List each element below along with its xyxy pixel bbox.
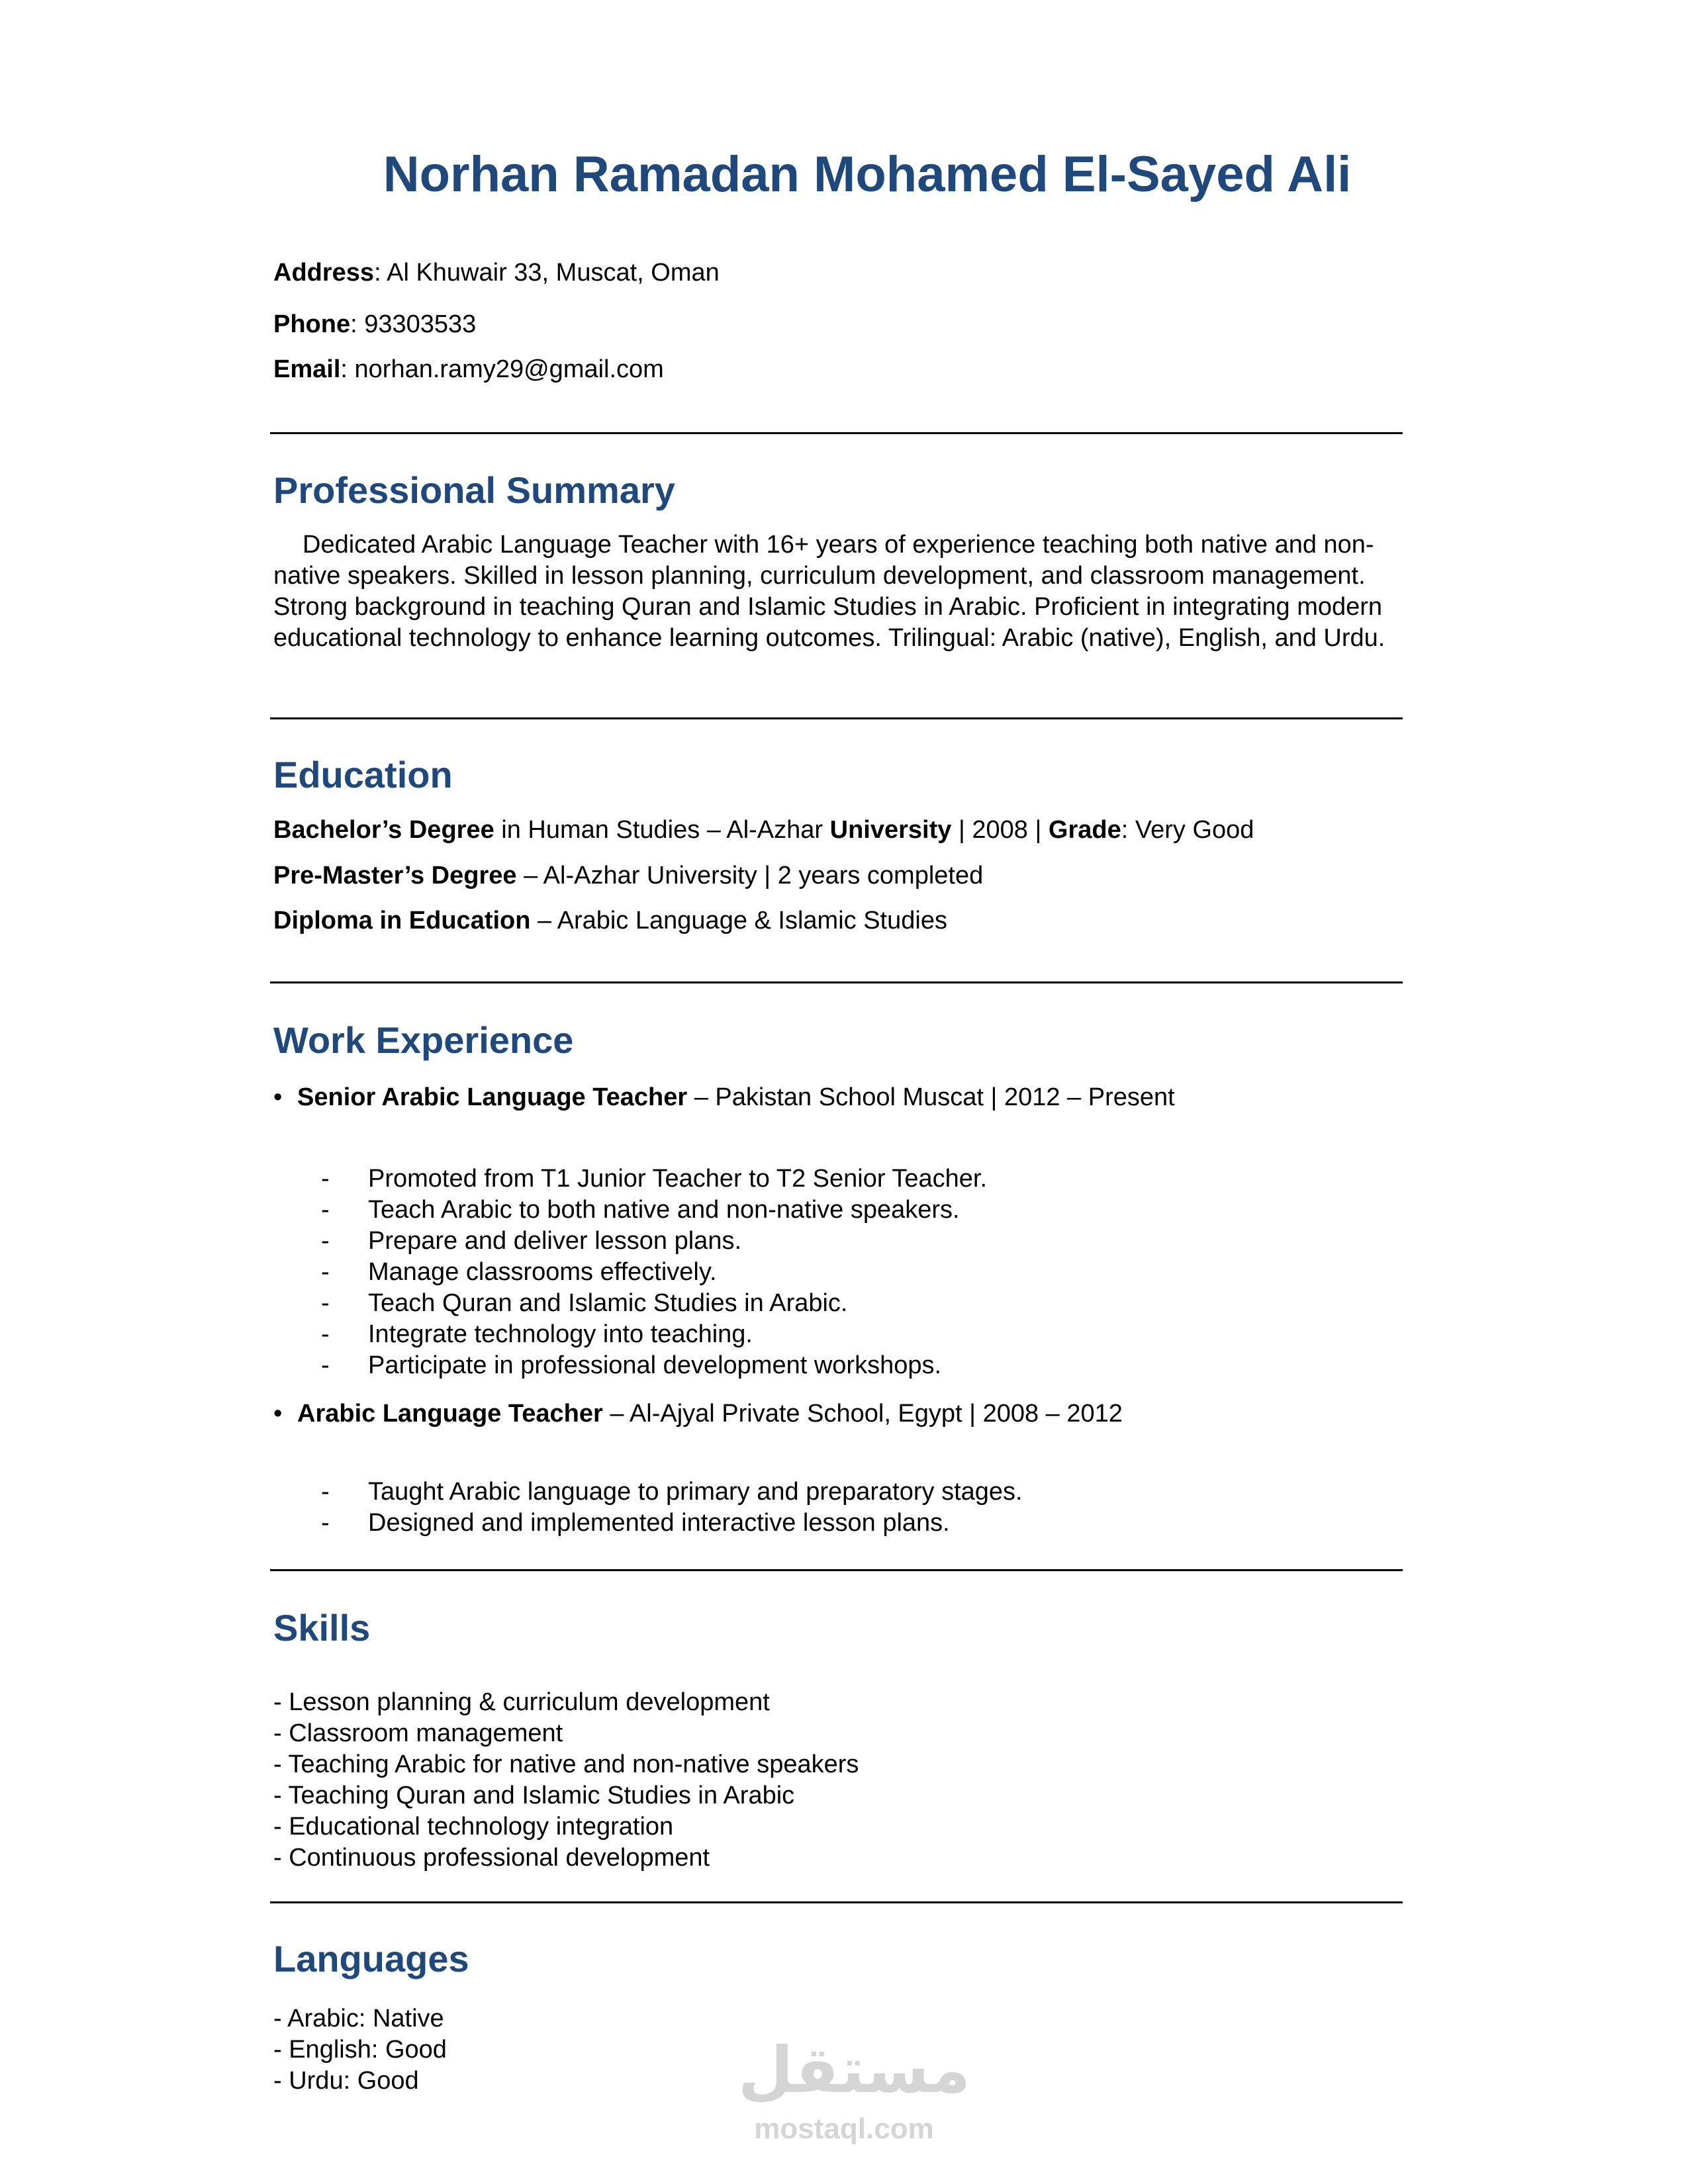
job-item <box>273 1401 1123 1426</box>
bullet-icon: • <box>273 1083 283 1111</box>
watermark-logo-arabic: مستقل <box>738 2033 971 2107</box>
bachelor-grade-label: Grade <box>1048 816 1121 844</box>
education-bachelor <box>273 817 1254 842</box>
divider <box>270 981 1403 983</box>
duty-text: Integrate technology into teaching. <box>368 1320 753 1348</box>
contact-phone: Phone: 93303533 <box>273 310 477 338</box>
bachelor-degree: Bachelor’s Degree <box>273 816 494 844</box>
skill-item: - Classroom management <box>273 1719 563 1747</box>
divider <box>270 1901 1403 1903</box>
bachelor-field: in Human Studies – Al-Azhar <box>494 816 830 844</box>
duty-item: - Prepare and deliver lesson plans. <box>321 1227 742 1255</box>
language-item: - Arabic: Native <box>273 2005 444 2032</box>
bachelor-grade: : Very Good <box>1121 816 1254 844</box>
duty-item: - Teach Arabic to both native and non-native speakers. <box>321 1196 960 1224</box>
email-value: norhan.ramy29@gmail.com <box>354 355 664 383</box>
duty-item: - Participate in professional development workshops. <box>321 1351 942 1379</box>
skill-item: - Lesson planning & curriculum development <box>273 1688 770 1716</box>
diploma-detail: – Arabic Language & Islamic Studies <box>530 907 947 934</box>
job-detail: – Al-Ajyal Private School, Egypt | 2008 – 2012 <box>602 1400 1123 1428</box>
duty-text: Prepare and deliver lesson plans. <box>368 1227 742 1255</box>
duty-item: - Taught Arabic language to primary and preparatory stages. <box>321 1478 1023 1506</box>
duty-item: - Designed and implemented interactive lesson plans. <box>321 1509 950 1537</box>
duty-text: Promoted from T1 Junior Teacher to T2 Senior Teacher. <box>368 1165 988 1193</box>
job-item <box>273 1085 1175 1110</box>
duty-text: Taught Arabic language to primary and preparatory stages. <box>368 1478 1023 1506</box>
education-heading: Education <box>273 754 453 796</box>
skill-item: - Teaching Arabic for native and non-native speakers <box>273 1751 859 1778</box>
summary-text: Dedicated Arabic Language Teacher with 16+ years of experience teaching both native and non-native speakers. Skilled in lesson planning, curriculum development, and classroom management. Strong background in teaching Quran and Islamic Studies in Arabic. Proficient in integrating modern educational technology to enhance learning outcomes. Trilingual: Arabic (native), English, and Urdu. <box>273 531 1385 652</box>
address-label: Address <box>273 259 375 287</box>
language-item: - English: Good <box>273 2036 447 2064</box>
premaster-degree: Pre-Master’s Degree <box>273 862 517 889</box>
duty-text: Teach Quran and Islamic Studies in Arabic. <box>368 1289 848 1317</box>
contact-email: Email: norhan.ramy29@gmail.com <box>273 355 664 383</box>
premaster-detail: – Al-Azhar University | 2 years completed <box>516 862 984 889</box>
diploma-degree: Diploma in Education <box>273 907 531 934</box>
candidate-name: Norhan Ramadan Mohamed El-Sayed Ali <box>383 146 1352 203</box>
bachelor-year: | 2008 | <box>951 816 1049 844</box>
job-detail: – Pakistan School Muscat | 2012 – Present <box>687 1083 1175 1111</box>
divider <box>270 1569 1403 1571</box>
bachelor-university: University <box>829 816 952 844</box>
education-diploma <box>273 908 947 933</box>
duty-text: Designed and implemented interactive lesson plans. <box>368 1509 950 1537</box>
education-premaster <box>273 863 983 888</box>
job-title: Senior Arabic Language Teacher <box>297 1083 688 1111</box>
skill-item: - Educational technology integration <box>273 1813 674 1841</box>
divider <box>270 717 1403 719</box>
contact-address: Address: Al Khuwair 33, Muscat, Oman <box>273 259 720 287</box>
duty-text: Participate in professional development workshops. <box>368 1351 942 1379</box>
address-value: Al Khuwair 33, Muscat, Oman <box>387 259 720 287</box>
watermark-logo-latin: mostaql.com <box>754 2113 934 2145</box>
summary-heading: Professional Summary <box>273 469 675 511</box>
skill-item: - Teaching Quran and Islamic Studies in Arabic <box>273 1782 795 1809</box>
skills-heading: Skills <box>273 1607 371 1649</box>
email-label: Email <box>273 355 341 383</box>
phone-label: Phone <box>273 310 351 338</box>
experience-heading: Work Experience <box>273 1019 574 1061</box>
duty-item: - Teach Quran and Islamic Studies in Arabic. <box>321 1289 848 1317</box>
skill-item: - Continuous professional development <box>273 1844 710 1872</box>
languages-heading: Languages <box>273 1938 469 1979</box>
duty-text: Manage classrooms effectively. <box>368 1258 717 1286</box>
duty-item: - Manage classrooms effectively. <box>321 1258 717 1286</box>
divider <box>270 432 1403 434</box>
duty-text: Teach Arabic to both native and non-native speakers. <box>368 1196 960 1224</box>
job-title: Arabic Language Teacher <box>297 1400 603 1428</box>
duty-item: - Promoted from T1 Junior Teacher to T2 Senior Teacher. <box>321 1165 988 1193</box>
bullet-icon: • <box>273 1400 283 1428</box>
phone-value: 93303533 <box>364 310 477 338</box>
duty-item: - Integrate technology into teaching. <box>321 1320 753 1348</box>
mostaql-watermark <box>738 2033 971 2151</box>
language-item: - Urdu: Good <box>273 2067 419 2095</box>
